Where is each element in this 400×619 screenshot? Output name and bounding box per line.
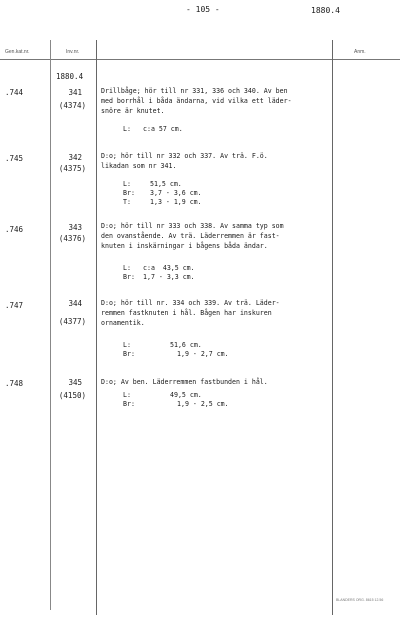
measure-value: 1,3 - 1,9 cm.: [150, 198, 202, 206]
measurements: [123, 180, 202, 207]
entry-description: [101, 86, 292, 116]
catalog-number: .746: [5, 225, 24, 234]
column-divider-inv: [96, 40, 97, 615]
catalog-number: .747: [5, 301, 24, 310]
inventory-number: 343: [68, 223, 82, 232]
measure-value: 3,7 - 3,6 cm.: [150, 189, 202, 197]
inventory-number-old: (4374): [58, 101, 86, 110]
measure-value: 1,7 - 3,3 cm.: [143, 273, 195, 281]
measurements: [123, 264, 195, 282]
measure-label: Br:: [123, 189, 135, 197]
measure-value: 1,9 - 2,7 cm.: [177, 350, 229, 358]
description-line: snöre är knutet.: [101, 107, 165, 115]
measure-label: L:: [123, 180, 131, 188]
header-year: 1880.4: [311, 6, 340, 15]
measure-label: Br:: [123, 273, 135, 281]
inventory-number: 345: [68, 378, 82, 387]
catalog-number: .745: [5, 154, 24, 163]
measure-value: 49,5 cm.: [170, 391, 202, 399]
inventory-number: 341: [68, 88, 82, 97]
column-header-anm: Anm.: [354, 49, 366, 55]
measure-value: 51,6 cm.: [170, 341, 202, 349]
measurements: [123, 341, 229, 359]
entry-description: [101, 151, 268, 171]
inventory-number-old: (4150): [58, 391, 86, 400]
measure-value: c:a 57 cm.: [143, 125, 183, 133]
measure-label: Br:: [123, 400, 135, 408]
measure-label: Br:: [123, 350, 135, 358]
description-line: ornamentik.: [101, 319, 145, 327]
inventory-number: 344: [68, 299, 82, 308]
column-divider-anm: [332, 40, 333, 615]
inventory-number-old: (4376): [58, 234, 86, 243]
header-rule: [0, 59, 400, 60]
catalog-number: .744: [5, 88, 24, 97]
measurements: [123, 125, 183, 134]
year-heading: 1880.4: [56, 72, 84, 81]
measure-label: L:: [123, 391, 131, 399]
description-line: knuten i inskärningar i bågens båda ändar.: [101, 242, 268, 250]
description-line: den ovanstående. Av trä. Läderremmen är fast-: [101, 232, 280, 240]
measure-value: c:a 43,5 cm.: [143, 264, 195, 272]
entry-description: [101, 298, 280, 328]
measure-label: L:: [123, 125, 131, 133]
measurements: [123, 391, 229, 409]
entry-description: [101, 377, 268, 387]
measure-value: 1,9 - 2,5 cm.: [177, 400, 229, 408]
column-header-gen-kat: Gen.kat.nr.: [5, 49, 30, 55]
description-line: D:o; hör till nr. 334 och 339. Av trä. Läder-: [101, 299, 280, 307]
column-header-inv: Inv.nr.: [66, 49, 80, 55]
measure-label: L:: [123, 341, 131, 349]
description-line: D:o; hör till nr 333 och 338. Av samma typ som: [101, 222, 284, 230]
inventory-number: 342: [68, 153, 82, 162]
description-line: remmen fastknuten i hål. Bågen har inskuren: [101, 309, 272, 317]
measure-label: T:: [123, 198, 131, 206]
catalog-number: .748: [5, 379, 24, 388]
inventory-number-old: (4375): [58, 164, 86, 173]
description-line: med borrhål i båda ändarna, vid vilka ett läder-: [101, 97, 292, 105]
description-line: Drillbåge; hör till nr 331, 336 och 340. Av ben: [101, 87, 288, 95]
measure-value: 51,5 cm.: [150, 180, 182, 188]
entry-description: [101, 221, 284, 251]
description-line: D:o; hör till nr 332 och 337. Av trä. F.ö.: [101, 152, 268, 160]
page-number: - 105 -: [186, 5, 220, 14]
inventory-number-old: (4377): [58, 317, 86, 326]
description-line: D:o; Av ben. Läderremmen fastbunden i hål.: [101, 378, 268, 386]
measure-label: L:: [123, 264, 131, 272]
description-line: likadan som nr 341.: [101, 162, 177, 170]
printer-mark: BLANDERS ORG. 8615 12.56: [336, 598, 384, 602]
